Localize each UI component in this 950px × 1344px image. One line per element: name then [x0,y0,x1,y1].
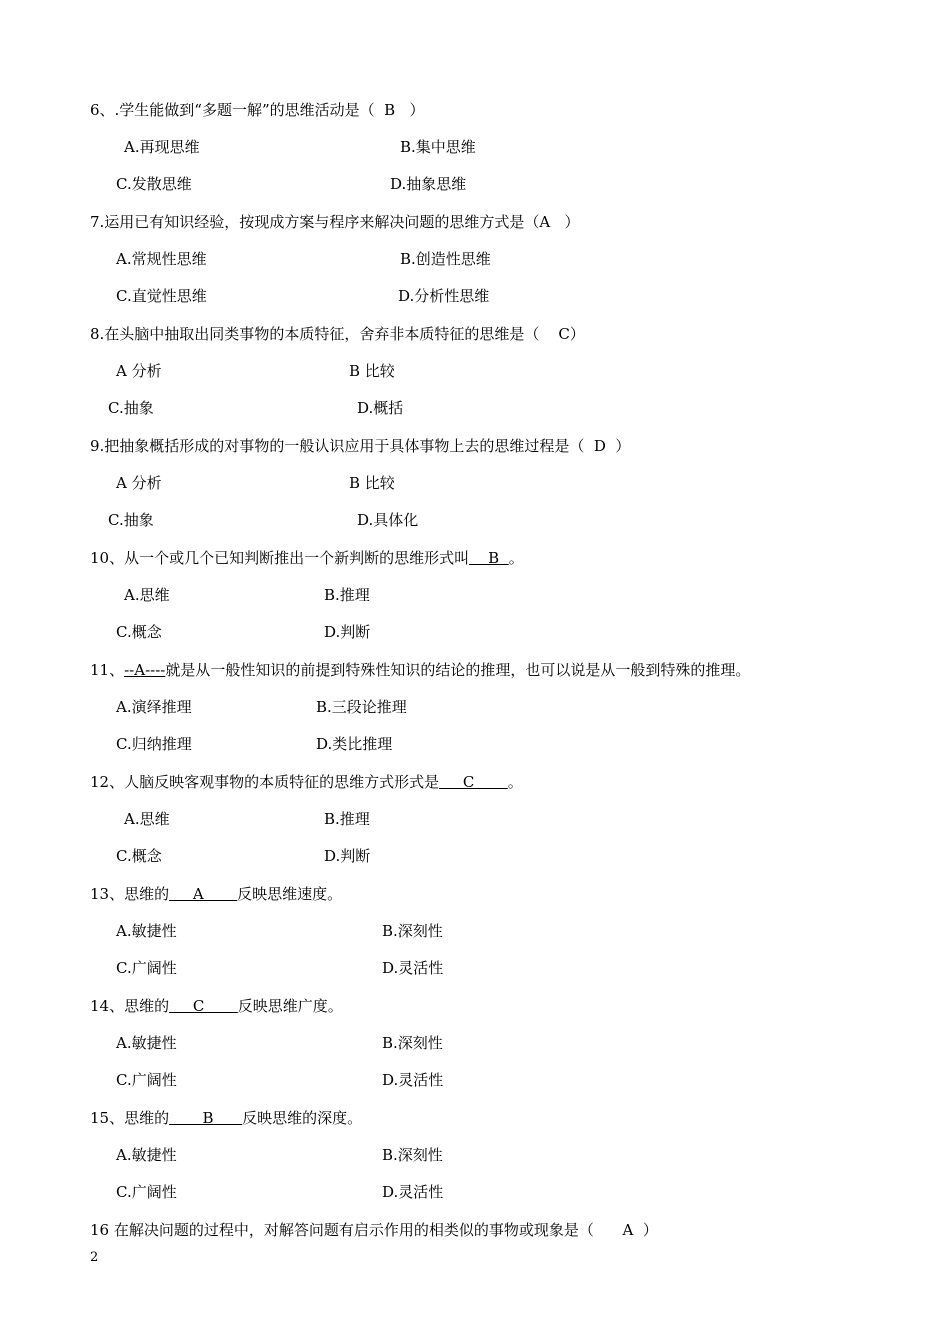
q7-option-c: C.直觉性思维 [116,287,207,305]
q10-answer-blank: B [469,549,509,567]
q10-stem [90,548,524,568]
q11-option-a: A.演绎推理 [116,698,192,716]
q10-option-c: C.概念 [116,623,162,641]
q9-option-c: C.抽象 [108,511,154,529]
q13-answer-blank: A [169,885,238,903]
q14-option-d: D.灵活性 [382,1071,444,1089]
q11-stem-post: 就是从一般性知识的前提到特殊性知识的结论的推理，也可以说是从一般到特殊的推理。 [165,661,751,679]
q11-option-b: B.三段论推理 [316,698,407,716]
q10-option-a: A.思维 [124,586,170,604]
q9-stem: 9.把抽象概括形成的对事物的一般认识应用于具体事物上去的思维过程是（ D ） [90,437,631,455]
q14-stem-pre: 14、思维的 [90,997,170,1015]
q10-stem-pre: 10、从一个或几个已知判断推出一个新判断的思维形式叫 [90,549,470,567]
q13-stem-pre: 13、思维的 [90,885,170,903]
q12-option-d: D.判断 [324,847,371,865]
q12-answer-blank: C [439,773,508,791]
q15-option-d: D.灵活性 [382,1183,444,1201]
q6-option-c: C.发散思维 [116,175,192,193]
q7-option-a: A.常规性思维 [116,250,207,268]
q7-stem: 7.运用已有知识经验，按现成方案与程序来解决问题的思维方式是（A ） [90,213,580,231]
q11-option-c: C.归纳推理 [116,735,192,753]
q6-option-d: D.抽象思维 [390,175,467,193]
q15-answer-blank: B [169,1109,243,1127]
q7-option-d: D.分析性思维 [398,287,490,305]
q15-option-c: C.广阔性 [116,1183,177,1201]
q8-stem: 8.在头脑中抽取出同类事物的本质特征，舍弃非本质特征的思维是（ C） [90,325,585,343]
q14-stem [90,996,343,1016]
q9-option-b: B 比较 [349,474,395,492]
q12-stem-post: 。 [507,773,523,791]
q14-answer-blank: C [169,997,238,1015]
q10-option-b: B.推理 [324,586,370,604]
q13-option-d: D.灵活性 [382,959,444,977]
q14-option-c: C.广阔性 [116,1071,177,1089]
q12-option-a: A.思维 [124,810,170,828]
q15-stem-post: 反映思维的深度。 [242,1109,363,1127]
q13-option-c: C.广阔性 [116,959,177,977]
q9-option-a: A 分析 [116,474,162,492]
q8-option-b: B 比较 [349,362,395,380]
page-number: 2 [90,1250,99,1265]
q13-option-a: A.敏捷性 [116,922,177,940]
q14-option-a: A.敏捷性 [116,1034,177,1052]
q12-stem-pre: 12、人脑反映客观事物的本质特征的思维方式形式是 [90,773,440,791]
q10-stem-post: 。 [508,549,524,567]
q6-option-b: B.集中思维 [400,138,476,156]
q11-answer-blank: --A---- [124,661,166,679]
q12-stem [90,772,523,792]
q6-option-a: A.再现思维 [124,138,200,156]
q13-stem [90,884,342,904]
q14-option-b: B.深刻性 [382,1034,443,1052]
q9-option-d: D.具体化 [357,511,419,529]
q11-stem [90,660,750,680]
q15-stem [90,1108,362,1128]
q12-option-c: C.概念 [116,847,162,865]
q8-option-a: A 分析 [116,362,162,380]
q12-option-b: B.推理 [324,810,370,828]
q7-option-b: B.创造性思维 [400,250,491,268]
q14-stem-post: 反映思维广度。 [237,997,343,1015]
q15-option-b: B.深刻性 [382,1146,443,1164]
q8-option-d: D.概括 [357,399,404,417]
q16-stem: 16 在解决问题的过程中，对解答问题有启示作用的相类似的事物或现象是（ A ） [90,1221,658,1239]
q13-option-b: B.深刻性 [382,922,443,940]
q15-stem-pre: 15、思维的 [90,1109,170,1127]
q10-option-d: D.判断 [324,623,371,641]
q13-stem-post: 反映思维速度。 [237,885,343,903]
q15-option-a: A.敏捷性 [116,1146,177,1164]
q8-option-c: C.抽象 [108,399,154,417]
q11-option-d: D.类比推理 [316,735,393,753]
q11-stem-pre: 11、 [90,661,125,679]
q6-stem: 6、.学生能做到“多题一解”的思维活动是（ B ） [90,101,425,119]
